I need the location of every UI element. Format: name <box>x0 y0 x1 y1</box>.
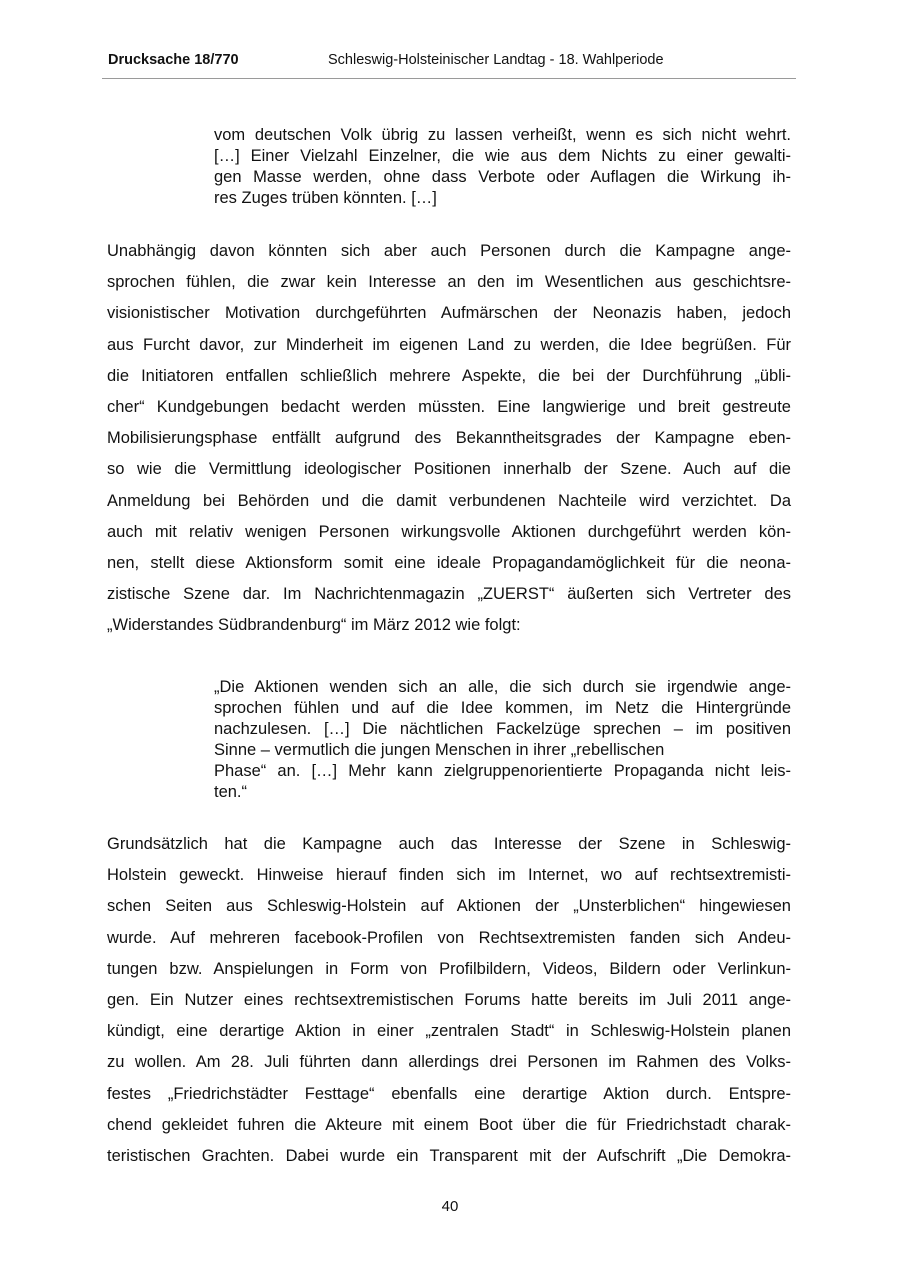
text-line: chend gekleidet fuhren die Akteure mit einem Boot über die für Friedrichstadt charak- <box>107 1115 791 1134</box>
paragraph-2 <box>107 829 791 1172</box>
text-line: cher“ Kundgebungen bedacht werden müssten. Eine langwierige und breit gestreute <box>107 398 791 417</box>
text-line: wurde. Auf mehreren facebook-Profilen von Rechtsextremisten fanden sich Andeu- <box>107 928 791 947</box>
header-title: Schleswig-Holsteinischer Landtag - 18. Wahlperiode <box>328 52 664 68</box>
text-line: sprochen fühlen, die zwar kein Interesse an den im Wesentlichen aus geschichtsre- <box>107 273 791 292</box>
paragraph-1 <box>107 236 791 642</box>
text-line: Anmeldung bei Behörden und die damit verbundenen Nachteile wird verzichtet. Da <box>107 491 791 510</box>
text-line: festes „Friedrichstädter Festtage“ ebenfalls eine derartige Aktion durch. Entspre- <box>107 1084 791 1103</box>
text-line: „Widerstandes Südbrandenburg“ im März 2012 wie folgt: <box>107 616 521 635</box>
document-number: Drucksache 18/770 <box>108 52 239 68</box>
page-header <box>102 52 796 79</box>
text-line: kündigt, eine derartige Aktion in einer „zentralen Stadt“ in Schleswig-Holstein planen <box>107 1022 791 1041</box>
page-number: 40 <box>441 1198 459 1215</box>
text-line: die Initiatoren entfallen schließlich mehrere Aspekte, die bei der Durchführung „übli- <box>107 366 791 385</box>
block-quote-2 <box>214 677 791 803</box>
text-line: nen, stellt diese Aktionsform somit eine ideale Propagandamöglichkeit für die neona- <box>107 554 791 573</box>
quote-line: […] Einer Vielzahl Einzelner, die wie aus dem Nichts zu einer gewalti- <box>214 147 791 165</box>
text-line: Grundsätzlich hat die Kampagne auch das Interesse der Szene in Schleswig- <box>107 835 791 853</box>
text-line: zistische Szene dar. Im Nachrichtenmagazin „ZUERST“ äußerten sich Vertreter des <box>107 585 791 604</box>
quote-line: ten.“ <box>214 783 248 801</box>
text-line: Holstein geweckt. Hinweise hierauf finden sich im Internet, wo auf rechtsextremisti- <box>107 866 791 885</box>
text-line: tungen bzw. Anspielungen in Form von Profilbildern, Videos, Bildern oder Verlinkun- <box>107 959 791 978</box>
text-line: Mobilisierungsphase entfällt aufgrund des Bekanntheitsgrades der Kampagne eben- <box>107 429 791 448</box>
text-line: zu wollen. Am 28. Juli führten dann allerdings drei Personen im Rahmen des Volks- <box>107 1053 791 1072</box>
quote-line: gen Masse werden, ohne dass Verbote oder Auflagen die Wirkung ih- <box>214 168 791 186</box>
quote-line: res Zuges trüben könnten. […] <box>214 189 437 207</box>
text-line: teristischen Grachten. Dabei wurde ein Transparent mit der Aufschrift „Die Demokra- <box>107 1147 791 1166</box>
quote-line: vom deutschen Volk übrig zu lassen verheißt, wenn es sich nicht wehrt. <box>214 126 791 144</box>
quote-line: Phase“ an. […] Mehr kann zielgruppenorientierte Propaganda nicht leis- <box>214 762 791 780</box>
quote-line: Sinne – vermutlich die jungen Menschen in ihrer „rebellischen <box>214 741 665 759</box>
quote-line: nachzulesen. […] Die nächtlichen Fackelzüge sprechen – im positiven <box>214 720 791 738</box>
text-line: visionistischer Motivation durchgeführten Aufmärschen der Neonazis haben, jedoch <box>107 304 791 323</box>
text-line: auch mit relativ wenigen Personen wirkungsvolle Aktionen durchgeführt werden kön- <box>107 522 791 541</box>
quote-line: sprochen fühlen und auf die Idee kommen, im Netz die Hintergründe <box>214 699 791 717</box>
text-line: gen. Ein Nutzer eines rechtsextremistischen Forums hatte bereits im Juli 2011 ange- <box>107 991 791 1010</box>
text-line: aus Furcht davor, zur Minderheit im eigenen Land zu werden, die Idee begrüßen. Für <box>107 335 791 354</box>
text-line: Unabhängig davon könnten sich aber auch Personen durch die Kampagne ange- <box>107 242 791 260</box>
text-line: schen Seiten aus Schleswig-Holstein auf Aktionen der „Unsterblichen“ hingewiesen <box>107 897 791 916</box>
text-line: so wie die Vermittlung ideologischer Positionen innerhalb der Szene. Auch auf die <box>107 460 791 479</box>
quote-line: „Die Aktionen wenden sich an alle, die sich durch sie irgendwie ange- <box>214 678 791 696</box>
block-quote-1 <box>214 125 791 209</box>
